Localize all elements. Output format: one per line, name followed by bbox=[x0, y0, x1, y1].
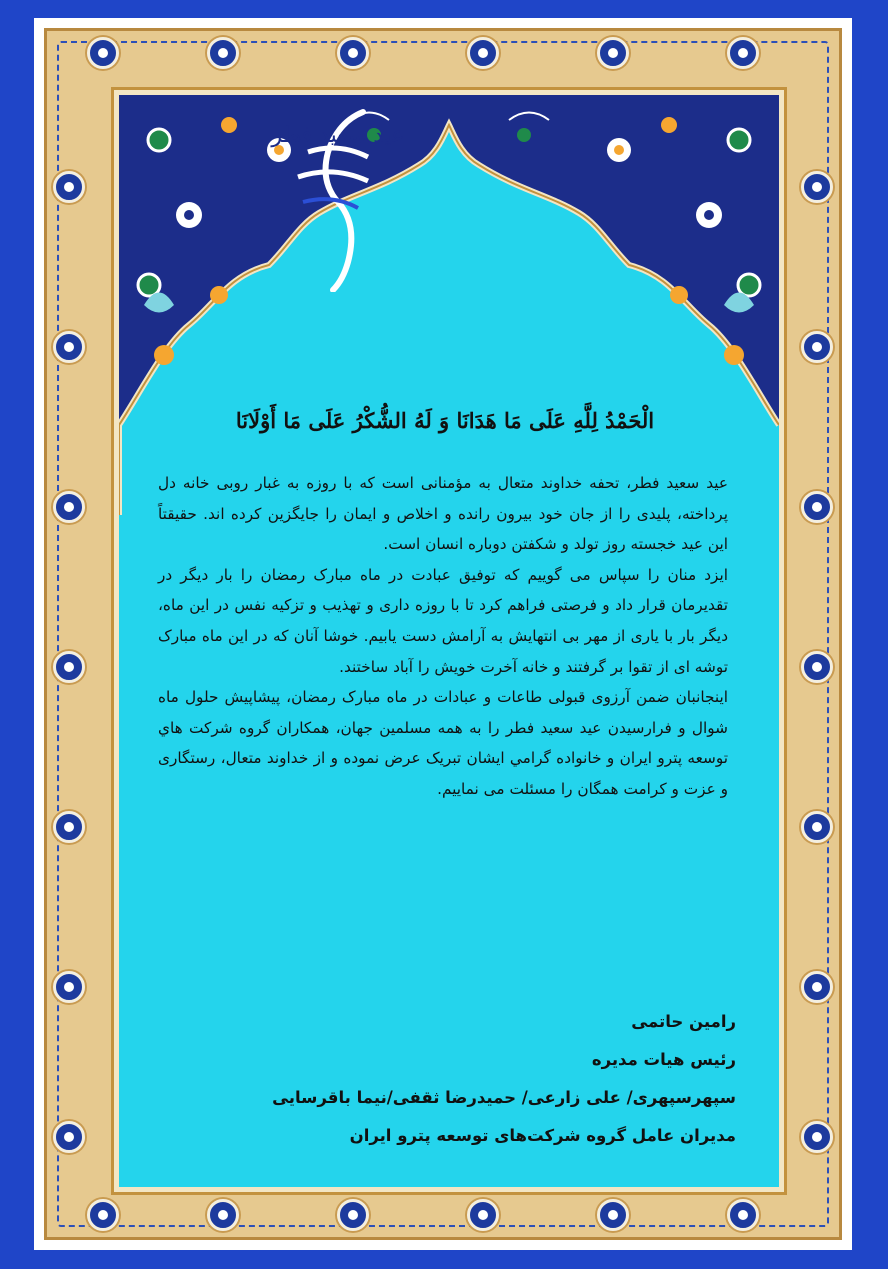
border-flower-icon bbox=[801, 1121, 833, 1153]
border-flower-icon bbox=[597, 1199, 629, 1231]
svg-text:عید سعید فطر: عید سعید فطر bbox=[271, 123, 405, 148]
border-flower-icon bbox=[597, 37, 629, 69]
border-flower-icon bbox=[801, 971, 833, 1003]
border-flower-icon bbox=[337, 1199, 369, 1231]
border-flower-icon bbox=[801, 651, 833, 683]
arabic-verse-heading: الْحَمْدُ لِلَّهِ عَلَى مَا هَدَانَا وَ لَهُ الشُّكْرُ عَلَى مَا أَوْلَانَا bbox=[235, 408, 655, 433]
border-flower-icon bbox=[53, 811, 85, 843]
managers-role: مدیران عامل گروه شرکت‌های توسعه پترو ایران bbox=[349, 1126, 736, 1145]
border-flower-icon bbox=[207, 37, 239, 69]
message-body bbox=[158, 468, 728, 805]
border-flower-icon bbox=[337, 37, 369, 69]
paragraph-1: عید سعید فطر، تحفه خداوند متعال به مؤمنانی است که با روزه به غبار روبی خانه دل پرداخته، پلیدی را از جان خود بیرون رانده و اخلاص و ایمان را جایگزین کرده اند. حقیقتاً این عید خجسته روز تولد و شکفتن دوباره انسان است. bbox=[158, 474, 728, 554]
eid-calligraphy-logo bbox=[268, 92, 408, 292]
border-flower-icon bbox=[801, 171, 833, 203]
signer-name: رامین حاتمی bbox=[631, 1012, 736, 1031]
border-flower-icon bbox=[53, 331, 85, 363]
border-flower-icon bbox=[53, 651, 85, 683]
managers-names: سپهرسپهری/ علی زارعی/ حمیدرضا ثقفی/نیما باقرسایی bbox=[272, 1088, 736, 1107]
border-flower-icon bbox=[207, 1199, 239, 1231]
border-flower-icon bbox=[87, 37, 119, 69]
border-flower-icon bbox=[53, 171, 85, 203]
paragraph-2: ایزد منان را سپاس می گوییم که توفیق عبادت در ماه مبارک رمضان را بار دیگر در تقدیرمان قرار داد و فرصتی فراهم کرد تا با روزه داری و تهذیب و تزکیه نفس در این ماه، دیگر بار با یاری از مهر بی انتهایش به آرامش دست یابیم. خوشا آنان که در این ماه مبارک توشه ای از تقوا بر گرفتند و خانه آخرت خویش را آباد ساختند. bbox=[158, 565, 728, 676]
border-flower-icon bbox=[53, 1121, 85, 1153]
signer-role: رئیس هیات مدیره bbox=[591, 1050, 736, 1069]
border-flower-icon bbox=[801, 331, 833, 363]
border-flower-icon bbox=[467, 37, 499, 69]
border-flower-icon bbox=[53, 491, 85, 523]
border-flower-icon bbox=[801, 811, 833, 843]
border-flower-icon bbox=[801, 491, 833, 523]
border-flower-icon bbox=[87, 1199, 119, 1231]
paragraph-3: اینجانبان ضمن آرزوی قبولی طاعات و عبادات در ماه مبارک رمضان، پیشاپیش حلول ماه شوال و فرارسیدن عید سعید فطر را به همه مسلمین جهان، همکاران گروه شرکت هاي توسعه پترو ايران و خانواده گرامي ايشان تبريک عرض نموده و از خداوند متعال، رستگاری و عزت و کرامت همگان را مسئلت می نماییم. bbox=[158, 688, 728, 798]
border-flower-icon bbox=[53, 971, 85, 1003]
border-flower-icon bbox=[727, 37, 759, 69]
border-flower-icon bbox=[727, 1199, 759, 1231]
border-flower-icon bbox=[467, 1199, 499, 1231]
